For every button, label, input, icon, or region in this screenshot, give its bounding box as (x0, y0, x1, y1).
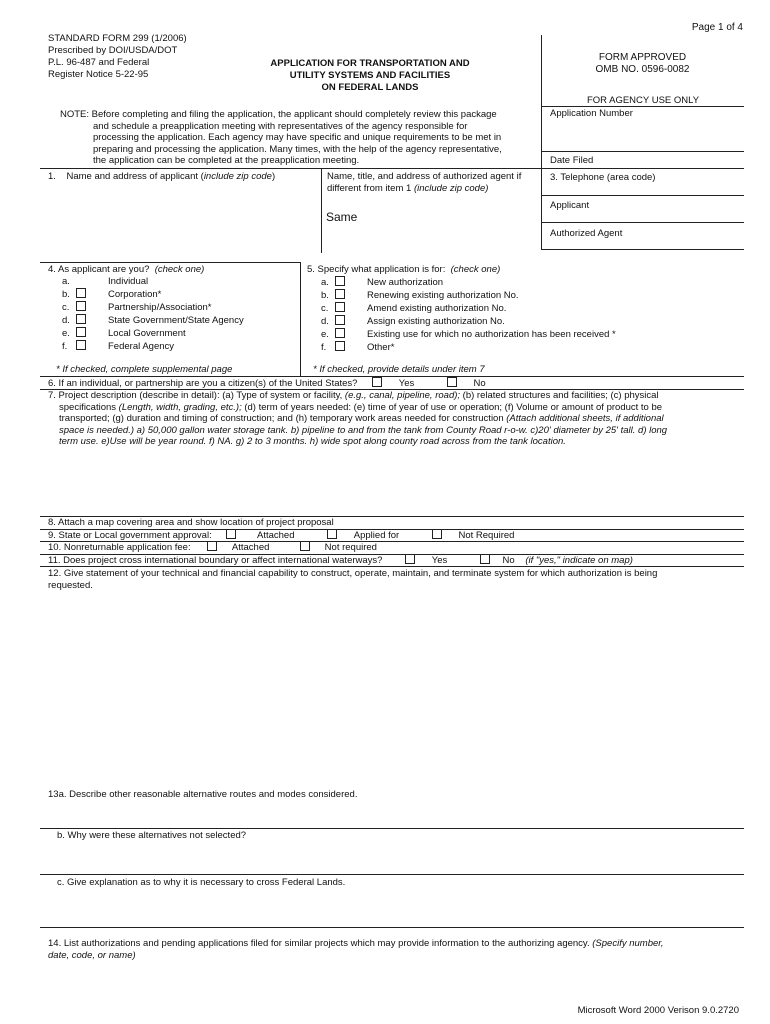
item2-line: different from item 1 (327, 183, 414, 194)
item12-answer-area[interactable] (45, 594, 743, 784)
application-number-field[interactable]: Application Number (550, 108, 633, 119)
option-label: Renewing existing authorization No. (367, 290, 519, 301)
item7-hint: (Attach additional sheets, if additional (506, 413, 664, 425)
item1-label (48, 171, 275, 183)
telephone-label: 3. Telephone (area code) (550, 172, 656, 183)
item4-options (62, 276, 244, 353)
option-local-gov (62, 327, 244, 340)
note-block (60, 109, 538, 167)
approval-applied-checkbox[interactable] (327, 529, 337, 539)
applicant-phone-field[interactable]: Applicant (550, 200, 590, 211)
option-label: New authorization (367, 277, 444, 288)
item14-text: 14. List authorizations and pending applications filed for similar projects which may provide information to the authorizing agency. (48, 938, 593, 949)
title-line: ON FEDERAL LANDS (321, 82, 419, 93)
form-id-line: Register Notice 5-22-95 (48, 69, 149, 80)
item7-answer[interactable]: term use. e)Use will be year round. f) NA. g) 2 to 3 months. h) wide spot along county road across from the tank location. (59, 436, 566, 448)
option-label: Partnership/Association* (108, 302, 212, 313)
local-gov-checkbox[interactable] (76, 327, 86, 337)
option-existing-use (321, 328, 616, 341)
item7-text: 7. Project description (describe in detail): (a) Type of system or facility, (48, 390, 345, 401)
option-label: Corporation* (108, 289, 162, 300)
amend-checkbox[interactable] (335, 302, 345, 312)
option-letter: e. (321, 329, 329, 340)
footer-software-version: Microsoft Word 2000 Verison 9.0.2720 (577, 1005, 739, 1016)
item13c-answer-area[interactable] (45, 890, 743, 925)
item11-question: 11. Does project cross international boundary or affect international waterways? (48, 555, 383, 566)
agency-use-heading: FOR AGENCY USE ONLY (586, 95, 700, 106)
fee-attached-checkbox[interactable] (207, 541, 217, 551)
international-no-checkbox[interactable] (480, 554, 490, 564)
item4-question (48, 264, 204, 276)
item14-authorizations (48, 938, 748, 961)
option-letter: f. (321, 342, 327, 353)
form-identifier (48, 33, 187, 81)
option-letter: b. (321, 290, 329, 301)
item5-options (321, 276, 616, 354)
option-federal-agency (62, 340, 244, 353)
option-letter: b. (62, 289, 70, 300)
item5-hint: (check one) (450, 264, 501, 275)
option-amend (321, 302, 616, 315)
approval-not-required-checkbox[interactable] (432, 529, 442, 539)
note-line: processing the application. Each agency may have specific and unique requirements to be met in (93, 132, 502, 144)
date-filed-field[interactable]: Date Filed (550, 155, 594, 166)
omb-approval (545, 52, 740, 76)
form-id-line: STANDARD FORM 299 (1/2006) (48, 33, 187, 44)
assign-checkbox[interactable] (335, 315, 345, 325)
renewing-checkbox[interactable] (335, 289, 345, 299)
option-individual (62, 276, 244, 288)
item4-hint: (check one) (154, 264, 205, 275)
fee-attached-label: Attached (231, 542, 270, 553)
option-label: State Government/State Agency (108, 315, 244, 326)
federal-agency-checkbox[interactable] (76, 340, 86, 350)
item14-hint: (Specify number, (592, 938, 664, 949)
approval-applied-label: Applied for (353, 530, 400, 541)
option-label: Federal Agency (108, 341, 175, 352)
form-id-line: P.L. 96-487 and Federal (48, 57, 150, 68)
title-line: APPLICATION FOR TRANSPORTATION AND (270, 58, 470, 69)
international-yes-checkbox[interactable] (405, 554, 415, 564)
approval-not-required-label: Not Required (458, 530, 515, 541)
item7-hint: (Length, width, grading, etc.); (118, 401, 242, 413)
option-letter: a. (321, 277, 329, 288)
option-assign (321, 315, 616, 328)
form-approved-label: FORM APPROVED (598, 52, 687, 63)
item12-line: requested. (48, 579, 93, 591)
option-letter: c. (321, 303, 329, 314)
note-line: preparing and processing the application. Many times, with the help of the agency representative, (93, 143, 502, 155)
approval-attached-label: Attached (257, 530, 295, 541)
option-letter: d. (62, 315, 70, 326)
option-letter: c. (62, 302, 70, 313)
international-hint: (if "yes," indicate on map) (525, 555, 633, 566)
note-line: and schedule a preapplication meeting with representatives of the agency responsible for (93, 120, 468, 132)
item13a-answer-area[interactable] (45, 802, 743, 827)
option-label: Existing use for which no authorization has been received * (367, 329, 616, 340)
form-id-line: Prescribed by DOI/USDA/DOT (48, 45, 178, 56)
item13c-label: c. Give explanation as to why it is necessary to cross Federal Lands. (57, 877, 346, 888)
state-gov-checkbox[interactable] (76, 314, 86, 324)
item1-text: Name and address of applicant ( (66, 171, 204, 182)
option-label: Individual (108, 276, 149, 287)
citizen-yes-checkbox[interactable] (372, 377, 382, 387)
item12-line: 12. Give statement of your technical and financial capability to construct, operate, maintain, and terminate system for which authorization is being (48, 568, 658, 579)
option-state-gov (62, 314, 244, 327)
option-renewing (321, 289, 616, 302)
item14-hint: date, code, or name) (48, 949, 136, 961)
option-label: Other* (367, 342, 395, 353)
fee-not-required-label: Not required (324, 542, 377, 553)
item2-line: Name, title, and address of authorized agent if (327, 171, 522, 182)
item7-text: (b) related structures and facilities; (c) physical (460, 390, 659, 401)
item13b-label: b. Why were these alternatives not selected? (57, 830, 247, 841)
item13a-label: 13a. Describe other reasonable alternative routes and modes considered. (48, 789, 358, 800)
item10-row (48, 541, 377, 554)
item7-text: specifications (59, 401, 119, 413)
item5-text: 5. Specify what application is for: (307, 264, 446, 275)
item1-number: 1. (48, 171, 56, 182)
title-line: UTILITY SYSTEMS AND FACILITIES (289, 70, 451, 81)
agent-name-value[interactable]: Same (326, 210, 358, 224)
approval-attached-checkbox[interactable] (226, 529, 236, 539)
item5-question (307, 264, 500, 276)
option-other (321, 341, 616, 354)
note-line: the application can be completed at the preapplication meeting. (93, 155, 360, 167)
form-title (225, 58, 515, 94)
item9-question: 9. State or Local government approval: (48, 530, 212, 541)
citizen-yes-label: Yes (398, 378, 415, 389)
item4-text: 4. As applicant are you? (48, 264, 150, 275)
item7-text: transported; (g) duration and timing of construction; and (h) temporary work areas needed for construction (59, 413, 507, 425)
option-letter: d. (321, 316, 329, 327)
item1-hint: include zip code (203, 171, 272, 182)
item10-question: 10. Nonreturnable application fee: (48, 542, 191, 553)
item5-footnote: * If checked, provide details under item 7 (313, 364, 485, 375)
corporation-checkbox[interactable] (76, 288, 86, 298)
item2-label (327, 171, 521, 195)
option-label: Local Government (108, 328, 186, 339)
international-yes-label: Yes (431, 555, 448, 566)
option-new-authorization (321, 276, 616, 289)
item13b-answer-area[interactable] (45, 843, 743, 873)
applicant-name-address-field[interactable] (45, 185, 320, 260)
option-label: Assign existing authorization No. (367, 316, 505, 327)
item8-map: 8. Attach a map covering area and show location of project proposal (48, 517, 334, 528)
item7-text: (d) term of years needed: (e) time of year of use or operation; (f) Volume or amount of product to be (241, 401, 663, 413)
option-label: Amend existing authorization No. (367, 303, 507, 314)
item6-question: 6. If an individual, or partnership are you a citizen(s) of the United States? (48, 378, 358, 389)
item7-project-description (48, 390, 748, 448)
option-letter: f. (62, 341, 68, 352)
note-line: NOTE: Before completing and filing the application, the applicant should completely review this package (60, 109, 497, 120)
citizen-no-label: No (473, 378, 486, 389)
item2-hint: (include zip code) (413, 183, 489, 194)
omb-number: OMB NO. 0596-0082 (595, 64, 690, 75)
item1-text-end: ) (271, 171, 276, 182)
page-number: Page 1 of 4 (691, 22, 743, 33)
fee-not-required-checkbox[interactable] (300, 541, 310, 551)
option-letter: a. (62, 276, 70, 287)
other-checkbox[interactable] (335, 341, 345, 351)
option-partnership (62, 301, 244, 314)
item12-capability (48, 568, 748, 591)
existing-use-checkbox[interactable] (335, 328, 345, 338)
item4-footnote: * If checked, complete supplemental page (56, 364, 233, 375)
item7-hint: (e.g., canal, pipeline, road); (344, 390, 461, 401)
option-corporation (62, 288, 244, 301)
agent-phone-field[interactable]: Authorized Agent (550, 228, 623, 239)
new-authorization-checkbox[interactable] (335, 276, 345, 286)
international-no-label: No (502, 555, 515, 566)
option-letter: e. (62, 328, 70, 339)
citizen-no-checkbox[interactable] (447, 377, 457, 387)
item7-answer[interactable]: space is needed.) a) 50,000 gallon water storage tank. b) pipeline to and from the tank from County Road r-o-w. c)20' diameter by 25' tall. d) long (59, 424, 668, 436)
partnership-checkbox[interactable] (76, 301, 86, 311)
